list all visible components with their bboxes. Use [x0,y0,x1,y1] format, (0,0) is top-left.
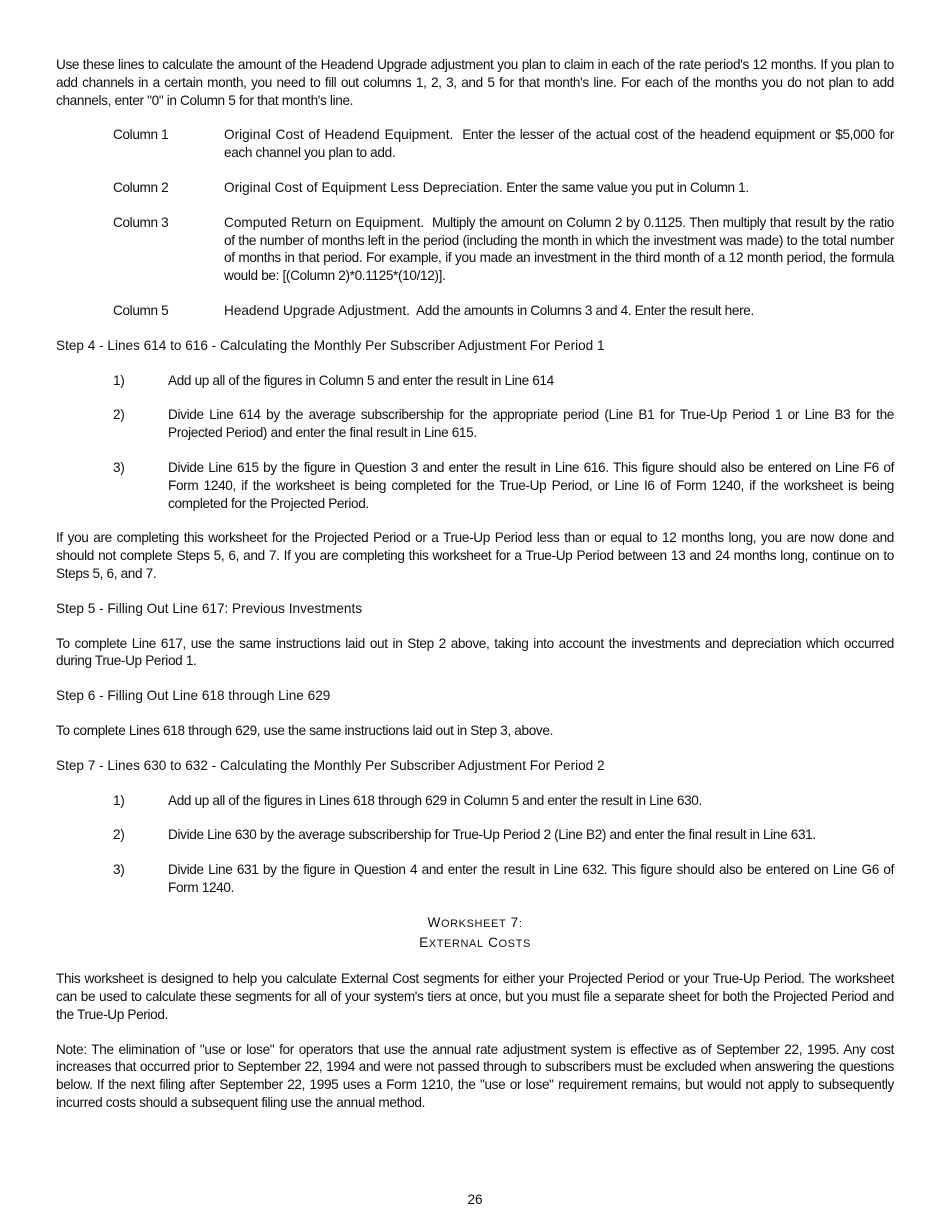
item-text: Divide Line 614 by the average subscribership for the appropriate period (Line B1 for True-Up Period 1 or Line B3 for the Projected Period) and enter the final result in Line 615. [168,407,894,441]
column-title: Original Cost of Equipment Less Depreciation. [224,179,503,195]
step-7-heading: Step 7 - Lines 630 to 632 - Calculating the Monthly Per Subscriber Adjustment For Period 2 [56,757,605,773]
intro-paragraph: Use these lines to calculate the amount of the Headend Upgrade adjustment you plan to claim in each of the rate period's 12 months. If you plan to add channels in a certain month, you need to fill out columns 1, 2, 3, and 5 for that month's line. For each of the months you do not plan to add channels, enter "0" in Column 5 for that month's line. [56,57,894,108]
column-label: Column 1 [113,127,169,143]
column-label: Column 2 [113,179,169,195]
item-number: 2) [113,827,125,843]
column-label: Column 5 [113,302,169,318]
list-item [113,792,894,810]
worksheet-title-line-2: EXTERNAL COSTS [419,934,531,950]
worksheet-title-line-1: WORKSHEET 7: [427,914,523,930]
column-2-instruction [113,179,894,197]
step-6-heading: Step 6 - Filling Out Line 618 through Line 629 [56,688,331,704]
list-item [113,406,894,442]
item-text: Divide Line 631 by the figure in Question 4 and enter the result in Line 632. This figure should also be entered on Line G6 of Form 1240. [168,862,894,895]
item-text: Add up all of the figures in Lines 618 through 629 in Column 5 and enter the result in Line 630. [168,792,702,808]
item-number: 3) [113,459,125,475]
column-5-instruction [113,302,894,320]
step-6-text: To complete Lines 618 through 629, use the same instructions laid out in Step 3, above. [56,722,554,738]
item-number: 3) [113,862,125,878]
list-item [113,459,894,512]
column-description: Add the amounts in Columns 3 and 4. Enter the result here. [416,302,754,318]
worksheet-7-title [56,914,894,954]
column-description: Enter the lesser of the actual cost of the headend equipment or $5,000 for each channel you plan to add. [224,127,894,161]
column-description: Enter the same value you put in Column 1. [506,179,749,195]
column-description: Multiply the amount on Column 2 by 0.1125. Then multiply that result by the ratio of the number of months left in the period (including the month in which the investment was made) to the total number of months in that period. For example, if you made an investment in the third month of a 12 month period, the formula would be: [(Column 2)*0.1125*(10/12)]. [224,214,894,284]
step-5-heading: Step 5 - Filling Out Line 617: Previous Investments [56,600,363,616]
item-text: Add up all of the figures in Column 5 and enter the result in Line 614 [168,372,554,388]
item-number: 1) [113,372,125,388]
column-1-instruction [113,126,894,162]
column-label: Column 3 [113,214,169,230]
column-title: Headend Upgrade Adjustment. [224,302,410,318]
column-3-instruction [113,214,894,285]
worksheet-7-description: This worksheet is designed to help you calculate External Cost segments for either your Projected Period or your True-Up Period. The worksheet can be used to calculate these segments for all of your system's tiers at once, but you must file a separate sheet for both the Projected Period and the True-Up Period. [56,971,894,1022]
page-number: 26 [467,1192,483,1207]
item-text: Divide Line 630 by the average subscribership for True-Up Period 2 (Line B2) and enter the final result in Line 631. [168,827,816,843]
column-title: Computed Return on Equipment. [224,214,425,230]
column-instructions [56,126,894,319]
item-number: 1) [113,792,125,808]
step-5-text: To complete Line 617, use the same instructions laid out in Step 2 above, taking into account the investments and depreciation which occurred during True-Up Period 1. [56,635,894,669]
step-4-list [56,372,894,513]
item-number: 2) [113,407,125,423]
document-page [56,56,894,1129]
after-step-4-paragraph: If you are completing this worksheet for the Projected Period or a True-Up Period less than or equal to 12 months long, you are now done and should not complete Steps 5, 6, and 7. If you are completing this worksheet for a True-Up Period between 13 and 24 months long, continue on to Steps 5, 6, and 7. [56,530,894,581]
step-4-heading: Step 4 - Lines 614 to 616 - Calculating the Monthly Per Subscriber Adjustment For Period 1 [56,337,605,353]
list-item [113,372,894,390]
column-title: Original Cost of Headend Equipment. [224,127,454,143]
list-item [113,826,894,844]
list-item [113,861,894,897]
item-text: Divide Line 615 by the figure in Question 3 and enter the result in Line 616. This figure should also be entered on Line F6 of Form 1240, if the worksheet is being completed for the True-Up Period, or Line I6 of Form 1240, if the worksheet is being completed for the Projected Period. [168,459,894,511]
worksheet-7-note: Note: The elimination of "use or lose" for operators that use the annual rate adjustment system is effective as of September 22, 1995. Any cost increases that occurred prior to September 22, 1994 and were not passed through to subscribers must be excluded when answering the questions below. If the next filing after September 22, 1995 uses a Form 1210, the "use or lose" requirement remains, but would not apply to subsequently incurred costs should a subsequent filing use the annual method. [56,1041,894,1111]
step-7-list [56,792,894,897]
